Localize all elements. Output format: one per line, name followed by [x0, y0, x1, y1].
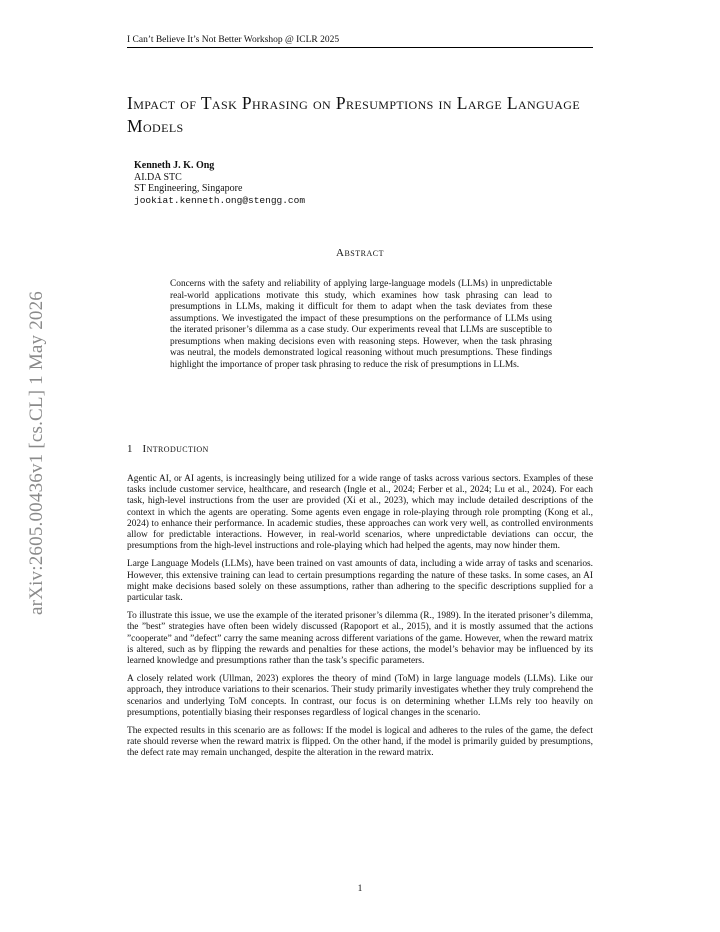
- arxiv-side-stamp: [22, 260, 52, 645]
- section-title: Introduction: [142, 443, 209, 455]
- paper-title: Impact of Task Phrasing on Presumptions in Large Language Models: [127, 93, 581, 136]
- paragraph: Agentic AI, or AI agents, is increasingly being utilized for a wide range of tasks across various sectors. Examples of these tasks include customer service, healthcare, and research (Ingle et al., 2024; Ferber et al., 2024; Lu et al., 2024). For each task, high-level instructions from the user are provided (Xi et al., 2023), which may include detailed descriptions of the context in which the agents are operating. Some agents even engage in role-playing through role prompting (Kong et al., 2024) to enhance their performance. In academic studies, these approaches can work very well, as controlled environments allow for predictable interactions. However, in real-world scenarios, where unpredictable deviations can occur, the presumptions from the high-level instructions and role-playing which had helped the agents, may now hinder them.: [127, 474, 593, 552]
- author-block: [134, 160, 305, 206]
- author-affiliation: ST Engineering, Singapore: [134, 183, 243, 194]
- section-body: [127, 474, 593, 767]
- paragraph: Large Language Models (LLMs), have been trained on vast amounts of data, including a wide array of tasks and scenarios. However, this extensive training can lead to certain presumptions regarding the nature of these tasks. In some cases, an AI might make decisions based solely on these assumptions, rather than adhering to the specific descriptions supplied for a particular task.: [127, 559, 593, 604]
- section-heading: [127, 443, 209, 455]
- page-number: 1: [357, 884, 363, 894]
- paragraph: The expected results in this scenario are as follows: If the model is logical and adheres to the rules of the game, the defect rate should reverse when the reward matrix is flipped. On the other hand, if the model is primarily guided by presumptions, the defect rate may remain unchanged, despite the alteration in the reward matrix.: [127, 726, 593, 759]
- author-email: jookiat.kenneth.ong@stengg.com: [134, 194, 306, 206]
- author-affiliation: AI.DA STC: [134, 171, 182, 183]
- arxiv-identifier: arXiv:2605.00436v1 [cs.CL] 1 May 2026: [26, 290, 47, 615]
- paragraph: A closely related work (Ullman, 2023) explores the theory of mind (ToM) in large language models (LLMs). Like our approach, they introduce variations to their scenarios. Their study primarily investigates whether they truly comprehend the scenarios and underlying ToM concepts. In contrast, our focus is on determining whether LLMs rely too heavily on presumptions, potentially biasing their responses regardless of logical changes in the scenario.: [127, 674, 593, 718]
- abstract-text: Concerns with the safety and reliability of applying large-language models (LLMs) in unpredictable real-world applications motivate this study, which examines how task phrasing can lead to presumptions in LLMs, making it difficult for them to adapt when the task deviates from these assumptions. We investigated the impact of these presumptions on the performance of LLMs using the iterated prisoner’s dilemma as a case study. Our experiments reveal that LLMs are susceptible to presumptions when making decisions even with reasoning steps. However, when the task phrasing was neutral, the models demonstrated logical reasoning without much presumptions. These findings highlight the importance of proper task phrasing to reduce the risk of presumptions in LLMs.: [170, 279, 552, 370]
- author-name: Kenneth J. K. Ong: [134, 160, 215, 171]
- paragraph: To illustrate this issue, we use the example of the iterated prisoner’s dilemma (R., 1989). In the iterated prisoner’s dilemma, the ”best” strategies have often been widely discussed (Rapoport et al., 2015), and it is mostly assumed that the actions ”cooperate” and ”defect” carry the same meaning across different variations of the game. However, when the reward matrix is altered, such as by flipping the rewards and penalties for these actions, the model’s behavior may be influenced by its learned knowledge and presumptions rather than the task’s specific parameters.: [127, 611, 593, 667]
- abstract-heading: Abstract: [336, 247, 384, 259]
- running-header: I Can’t Believe It’s Not Better Workshop @ ICLR 2025: [127, 35, 593, 48]
- section-number: 1: [127, 443, 133, 455]
